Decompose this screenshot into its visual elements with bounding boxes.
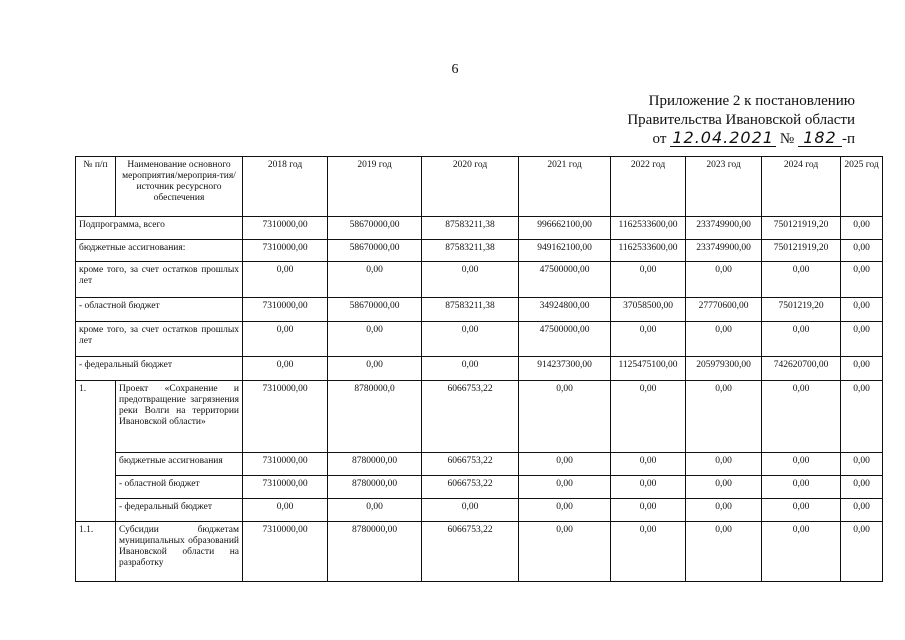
cell-value: 0,00 bbox=[422, 357, 519, 381]
appendix-line-1: Приложение 2 к постановлению bbox=[648, 93, 855, 109]
cell-value: 0,00 bbox=[243, 262, 328, 298]
cell-value: 750121919,20 bbox=[762, 217, 841, 240]
cell-value: 750121919,20 bbox=[762, 240, 841, 262]
cell-value: 7310000,00 bbox=[243, 476, 328, 499]
cell-value: 0,00 bbox=[762, 381, 841, 453]
cell-value: 0,00 bbox=[841, 262, 883, 298]
cell-value: 0,00 bbox=[841, 453, 883, 476]
cell-value: 87583211,38 bbox=[422, 298, 519, 322]
cell-value: 0,00 bbox=[611, 499, 686, 522]
cell-value: 7501219,20 bbox=[762, 298, 841, 322]
cell-value: 0,00 bbox=[328, 357, 422, 381]
header-2024: 2024 год bbox=[762, 157, 841, 217]
cell-value: 0,00 bbox=[611, 322, 686, 357]
header-no: № п/п bbox=[76, 157, 116, 217]
cell-value: 8780000,00 bbox=[328, 453, 422, 476]
cell-value: 914237300,00 bbox=[519, 357, 611, 381]
cell-value: 0,00 bbox=[841, 298, 883, 322]
cell-value: 0,00 bbox=[519, 453, 611, 476]
row-label: кроме того, за счет остатков прошлых лет bbox=[76, 322, 243, 357]
table-row bbox=[76, 522, 883, 582]
row-label: Субсидии бюджетам муниципальных образований Ивановской области на разработку bbox=[116, 522, 243, 582]
appendix-line-3 bbox=[627, 130, 855, 149]
cell-value: 0,00 bbox=[686, 381, 762, 453]
cell-value: 0,00 bbox=[762, 522, 841, 582]
row-label: - областной бюджет bbox=[76, 298, 243, 322]
cell-value: 0,00 bbox=[686, 322, 762, 357]
cell-value: 949162100,00 bbox=[519, 240, 611, 262]
cell-value: 7310000,00 bbox=[243, 217, 328, 240]
cell-value: 0,00 bbox=[519, 381, 611, 453]
header-2025: 2025 год bbox=[841, 157, 883, 217]
header-2023: 2023 год bbox=[686, 157, 762, 217]
cell-value: 996662100,00 bbox=[519, 217, 611, 240]
cell-value: 8780000,0 bbox=[328, 381, 422, 453]
cell-value: 0,00 bbox=[243, 322, 328, 357]
cell-value: 1162533600,00 bbox=[611, 240, 686, 262]
cell-value: 0,00 bbox=[841, 381, 883, 453]
cell-value: 0,00 bbox=[328, 499, 422, 522]
header-2022: 2022 год bbox=[611, 157, 686, 217]
cell-value: 47500000,00 bbox=[519, 322, 611, 357]
cell-value: 0,00 bbox=[841, 357, 883, 381]
table-row bbox=[76, 499, 883, 522]
cell-value: 0,00 bbox=[611, 381, 686, 453]
table-row bbox=[76, 476, 883, 499]
header-2020: 2020 год bbox=[422, 157, 519, 217]
cell-value: 6066753,22 bbox=[422, 453, 519, 476]
cell-value: 7310000,00 bbox=[243, 381, 328, 453]
cell-value: 58670000,00 bbox=[328, 240, 422, 262]
cell-value: 0,00 bbox=[611, 476, 686, 499]
cell-value: 0,00 bbox=[611, 262, 686, 298]
cell-value: 58670000,00 bbox=[328, 217, 422, 240]
cell-value: 27770600,00 bbox=[686, 298, 762, 322]
cell-value: 0,00 bbox=[841, 217, 883, 240]
cell-value: 0,00 bbox=[686, 522, 762, 582]
cell-value: 0,00 bbox=[519, 522, 611, 582]
appendix-line-2: Правительства Ивановской области bbox=[627, 112, 855, 128]
cell-value: 0,00 bbox=[519, 499, 611, 522]
row-label: кроме того, за счет остатков прошлых лет bbox=[76, 262, 243, 298]
cell-value: 37058500,00 bbox=[611, 298, 686, 322]
cell-value: 6066753,22 bbox=[422, 476, 519, 499]
cell-value: 0,00 bbox=[841, 240, 883, 262]
cell-value: 1125475100,00 bbox=[611, 357, 686, 381]
cell-value: 87583211,38 bbox=[422, 217, 519, 240]
cell-value: 0,00 bbox=[841, 322, 883, 357]
header-2021: 2021 год bbox=[519, 157, 611, 217]
cell-value: 0,00 bbox=[762, 499, 841, 522]
cell-value: 0,00 bbox=[328, 262, 422, 298]
row-label: бюджетные ассигнования bbox=[116, 453, 243, 476]
cell-value: 0,00 bbox=[611, 522, 686, 582]
table-row bbox=[76, 322, 883, 357]
cell-value: 0,00 bbox=[686, 453, 762, 476]
cell-value: 205979300,00 bbox=[686, 357, 762, 381]
handwritten-date: 12.04.2021 bbox=[670, 130, 776, 147]
cell-value: 47500000,00 bbox=[519, 262, 611, 298]
cell-value: 233749900,00 bbox=[686, 217, 762, 240]
table-row bbox=[76, 298, 883, 322]
header-2019: 2019 год bbox=[328, 157, 422, 217]
cell-value: 0,00 bbox=[422, 499, 519, 522]
number-suffix: -п bbox=[841, 131, 855, 147]
appendix-header bbox=[627, 92, 855, 149]
cell-value: 0,00 bbox=[841, 499, 883, 522]
cell-value: 0,00 bbox=[762, 453, 841, 476]
cell-value: 0,00 bbox=[243, 499, 328, 522]
row-label: Проект «Сохранение и предотвращение загрязнения реки Волги на территории Ивановской области» bbox=[116, 381, 243, 453]
number-sign: № bbox=[779, 131, 795, 147]
table-row bbox=[76, 240, 883, 262]
cell-value: 87583211,38 bbox=[422, 240, 519, 262]
table-row bbox=[76, 262, 883, 298]
table-row bbox=[76, 381, 883, 453]
header-2018: 2018 год bbox=[243, 157, 328, 217]
cell-value: 58670000,00 bbox=[328, 298, 422, 322]
cell-value: 0,00 bbox=[422, 262, 519, 298]
row-label: - федеральный бюджет bbox=[76, 357, 243, 381]
cell-value: 0,00 bbox=[686, 499, 762, 522]
page-number: 6 bbox=[451, 62, 459, 77]
cell-value: 0,00 bbox=[841, 476, 883, 499]
table-row bbox=[76, 453, 883, 476]
handwritten-number: 182 bbox=[798, 130, 842, 147]
cell-value: 0,00 bbox=[686, 476, 762, 499]
table-header-row bbox=[76, 157, 883, 217]
cell-value: 233749900,00 bbox=[686, 240, 762, 262]
cell-value: 6066753,22 bbox=[422, 522, 519, 582]
cell-value: 34924800,00 bbox=[519, 298, 611, 322]
cell-value: 0,00 bbox=[762, 322, 841, 357]
cell-value: 0,00 bbox=[519, 476, 611, 499]
cell-value: 0,00 bbox=[762, 262, 841, 298]
row-number: 1. bbox=[76, 381, 116, 522]
cell-value: 0,00 bbox=[422, 322, 519, 357]
cell-value: 8780000,00 bbox=[328, 522, 422, 582]
cell-value: 0,00 bbox=[611, 453, 686, 476]
cell-value: 0,00 bbox=[762, 476, 841, 499]
header-name: Наименование основного мероприятия/мероприя-тия/источник ресурсного обеспечения bbox=[116, 157, 243, 217]
table-row bbox=[76, 357, 883, 381]
cell-value: 0,00 bbox=[686, 262, 762, 298]
cell-value: 1162533600,00 bbox=[611, 217, 686, 240]
row-label: бюджетные ассигнования: bbox=[76, 240, 243, 262]
cell-value: 8780000,00 bbox=[328, 476, 422, 499]
row-label: - федеральный бюджет bbox=[116, 499, 243, 522]
cell-value: 7310000,00 bbox=[243, 298, 328, 322]
cell-value: 7310000,00 bbox=[243, 522, 328, 582]
cell-value: 6066753,22 bbox=[422, 381, 519, 453]
row-number: 1.1. bbox=[76, 522, 116, 582]
cell-value: 0,00 bbox=[243, 357, 328, 381]
cell-value: 742620700,00 bbox=[762, 357, 841, 381]
cell-value: 0,00 bbox=[841, 522, 883, 582]
cell-value: 7310000,00 bbox=[243, 240, 328, 262]
cell-value: 7310000,00 bbox=[243, 453, 328, 476]
table-row bbox=[76, 217, 883, 240]
resource-table bbox=[75, 156, 883, 582]
appendix-prefix: от bbox=[652, 131, 667, 147]
row-label: - областной бюджет bbox=[116, 476, 243, 499]
row-label: Подпрограмма, всего bbox=[76, 217, 243, 240]
cell-value: 0,00 bbox=[328, 322, 422, 357]
